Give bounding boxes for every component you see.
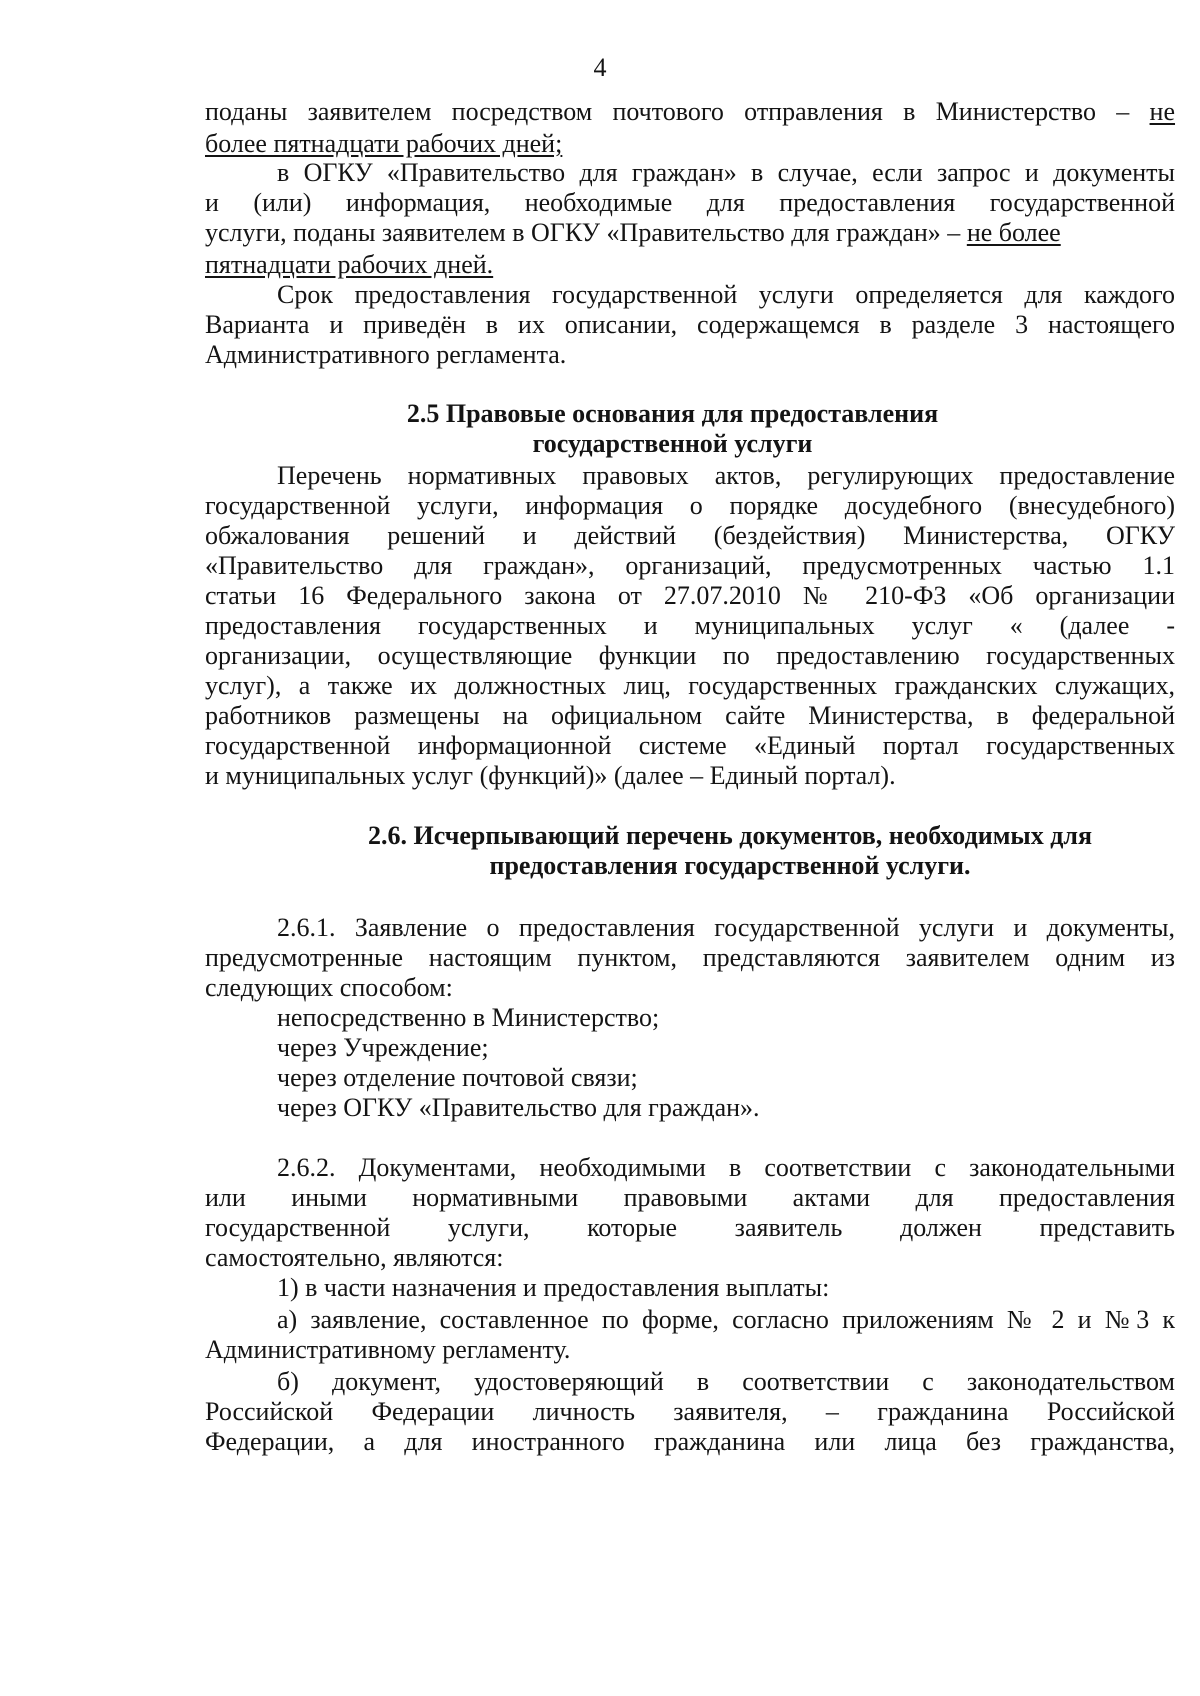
- paragraph-line: или иными нормативными правовыми актами для предоставления: [205, 1183, 1175, 1212]
- paragraph-line: [205, 128, 1175, 160]
- paragraph-line: статьи 16 Федерального закона от 27.07.2010 № 210-ФЗ «Об организации: [205, 581, 1175, 610]
- section-heading-2-6-line2: предоставления государственной услуги.: [489, 851, 971, 880]
- underlined-term: не более: [966, 218, 1061, 247]
- paragraph-line: обжалования решений и действий (бездействия) Министерства, ОГКУ: [205, 521, 1175, 550]
- underlined-term: пятнадцати рабочих дней.: [205, 250, 494, 279]
- paragraph-line: самостоятельно, являются:: [205, 1243, 504, 1272]
- paragraph-line: «Правительство для граждан», организаций, предусмотренных частью 1.1: [205, 551, 1175, 580]
- paragraph-line: государственной услуги, которые заявитель должен представить: [205, 1213, 1175, 1242]
- paragraph-line: Срок предоставления государственной услуги определяется для каждого: [277, 280, 1175, 309]
- paragraph-line: предоставления государственных и муниципальных услуг « (далее -: [205, 611, 1175, 640]
- paragraph-line: Перечень нормативных правовых актов, регулирующих предоставление: [277, 461, 1175, 490]
- list-item: через отделение почтовой связи;: [277, 1063, 638, 1092]
- paragraph-line: государственной информационной системе «Единый портал государственных: [205, 731, 1175, 760]
- underlined-term: более пятнадцати рабочих дней;: [205, 129, 563, 158]
- text-run: поданы заявителем посредством почтового отправления в Министерство –: [205, 97, 1130, 126]
- paragraph-line: и муниципальных услуг (функций)» (далее – Единый портал).: [205, 761, 896, 790]
- list-item: через ОГКУ «Правительство для граждан».: [277, 1093, 760, 1122]
- paragraph-line: Российской Федерации личность заявителя, – гражданина Российской: [205, 1397, 1175, 1426]
- list-item: непосредственно в Министерство;: [277, 1003, 660, 1032]
- section-heading-2-5-line1: 2.5 Правовые основания для предоставления: [406, 399, 939, 428]
- paragraph-line: 2.6.1. Заявление о предоставления государственной услуги и документы,: [277, 913, 1175, 942]
- section-heading-2-5-line2: государственной услуги: [532, 429, 813, 458]
- paragraph-line: организации, осуществляющие функции по предоставлению государственных: [205, 641, 1175, 670]
- paragraph-line: [205, 217, 1175, 249]
- paragraph-line: в ОГКУ «Правительство для граждан» в случае, если запрос и документы: [277, 158, 1175, 187]
- page-number: 4: [593, 53, 607, 82]
- paragraph-line: Административного регламента.: [205, 340, 567, 369]
- paragraph-line: [205, 96, 1175, 128]
- paragraph-line: работников размещены на официальном сайте Министерства, в федеральной: [205, 701, 1175, 730]
- paragraph-line: следующих способом:: [205, 973, 453, 1002]
- paragraph-line: 1) в части назначения и предоставления выплаты:: [277, 1273, 830, 1302]
- paragraph-line: услуг), а также их должностных лиц, государственных гражданских служащих,: [205, 671, 1175, 700]
- paragraph-line: а) заявление, составленное по форме, согласно приложениям № 2 и №3 к: [277, 1305, 1175, 1334]
- paragraph-line: и (или) информация, необходимые для предоставления государственной: [205, 188, 1175, 217]
- list-item: через Учреждение;: [277, 1033, 489, 1062]
- paragraph-line: предусмотренные настоящим пунктом, представляются заявителем одним из: [205, 943, 1175, 972]
- text-run: услуги, поданы заявителем в ОГКУ «Правительство для граждан» –: [205, 218, 961, 247]
- paragraph-line: б) документ, удостоверяющий в соответствии с законодательством: [277, 1367, 1175, 1396]
- section-heading-2-6-line1: 2.6. Исчерпывающий перечень документов, необходимых для: [367, 821, 1093, 850]
- paragraph-line: Федерации, а для иностранного гражданина или лица без гражданства,: [205, 1427, 1175, 1456]
- paragraph-line: государственной услуги, информация о порядке досудебного (внесудебного): [205, 491, 1175, 520]
- paragraph-line: [205, 249, 1175, 281]
- paragraph-line: Варианта и приведён в их описании, содержащемся в разделе 3 настоящего: [205, 310, 1175, 339]
- underlined-term: не: [1149, 97, 1176, 126]
- paragraph-line: 2.6.2. Документами, необходимыми в соответствии с законодательными: [277, 1153, 1175, 1182]
- paragraph-line: Административному регламенту.: [205, 1335, 571, 1364]
